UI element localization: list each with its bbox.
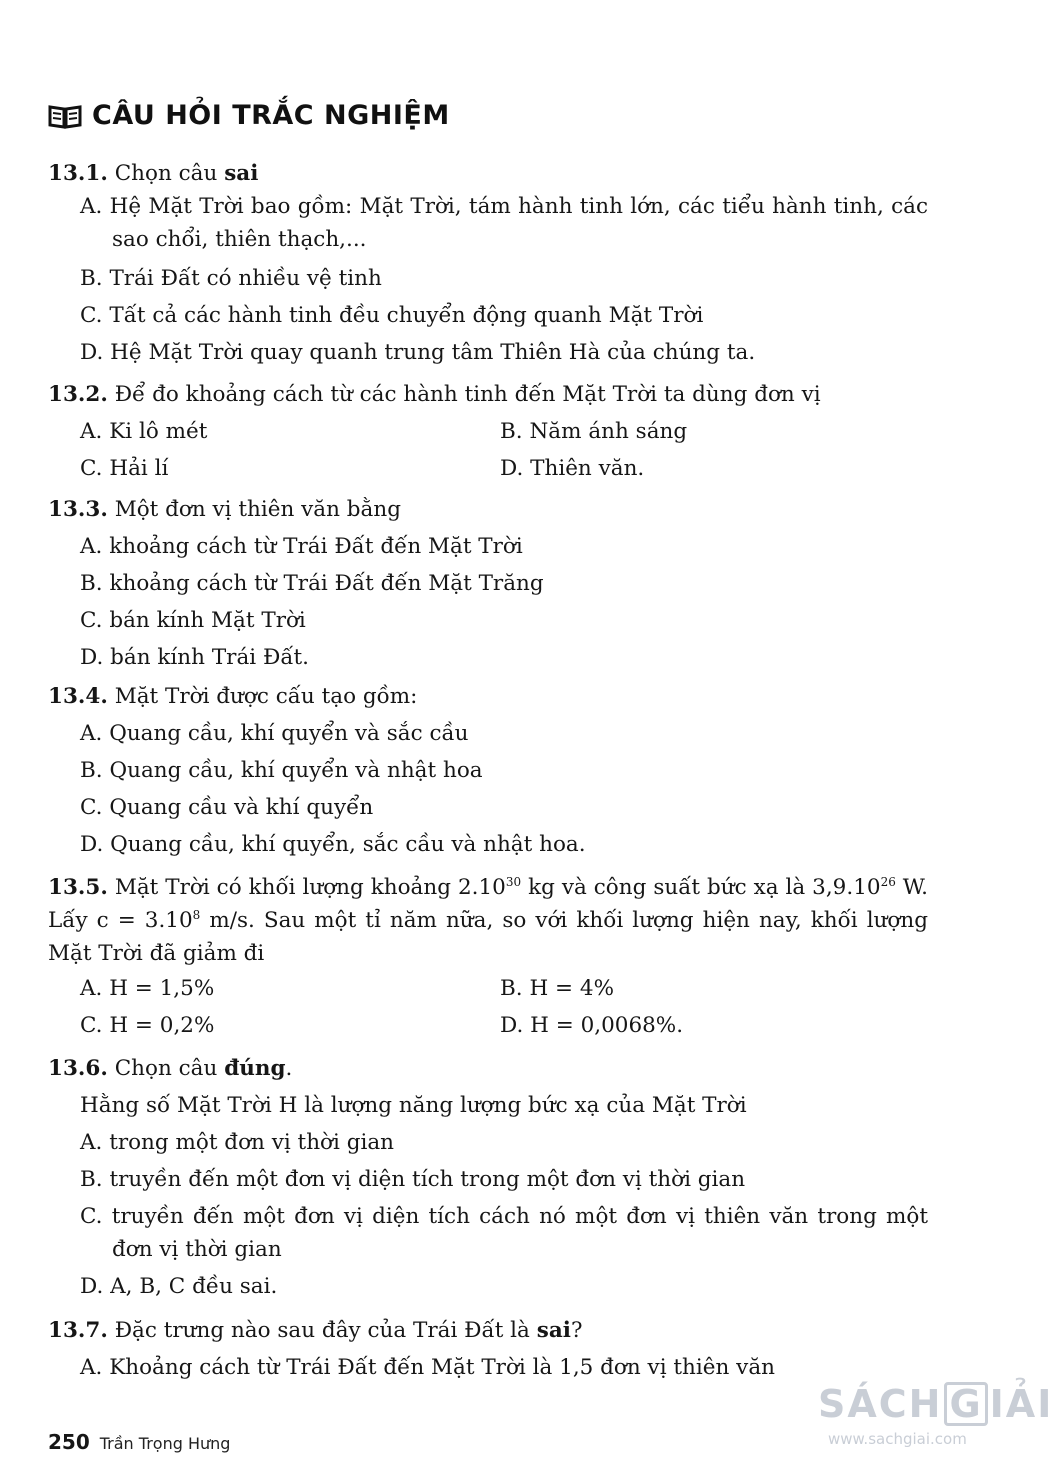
option-b: B. Trái Đất có nhiều vệ tinh [80,266,382,291]
option-a: A. Ki lô mét [80,419,208,444]
option-c: C. H = 0,2% [80,1013,215,1038]
section-title: CÂU HỎI TRẮC NGHIỆM [92,100,450,131]
option-b: B. truyền đến một đơn vị diện tích trong một đơn vị thời gian [80,1167,746,1192]
watermark-brand: SÁCH G IẢI [818,1382,1053,1426]
option-c: C. truyền đến một đơn vị diện tích cách nó một đơn vị thiên văn trong một đơn vị thời gian [80,1204,928,1262]
option-d: D. A, B, C đều sai. [80,1274,278,1299]
question-number: 13.1. [48,161,108,186]
option-d: D. H = 0,0068%. [500,1013,684,1038]
question-13-4: 13.4. Mặt Trời được cấu tạo gồm: A. Quang cầu, khí quyển và sắc cầu B. Quang cầu, khí quyển và nhật hoa C. Quang cầu và khí quyển D. Quang cầu, khí quyển, sắc cầu và nhật hoa. [48,680,928,861]
question-13-2: 13.2. Để đo khoảng cách từ các hành tinh đến Mặt Trời ta dùng đơn vị A. Ki lô mét B. Năm ánh sáng C. Hải lí D. Thiên văn. [48,378,928,485]
option-c: C. Tất cả các hành tinh đều chuyển động quanh Mặt Trời [80,303,704,328]
option-b: B. Năm ánh sáng [500,419,688,444]
question-13-7: 13.7. Đặc trưng nào sau đây của Trái Đất là sai? A. Khoảng cách từ Trái Đất đến Mặt Trời là 1,5 đơn vị thiên văn [48,1314,928,1384]
question-13-1: 13.1. Chọn câu sai A. Hệ Mặt Trời bao gồm: Mặt Trời, tám hành tinh lớn, các tiểu hành tinh, các sao chổi, thiên thạch,... B. Trái Đất có nhiều vệ tinh C. Tất cả các hành tinh đều chuyển động quanh Mặt Trời D. Hệ Mặt Trời quay quanh trung tâm Thiên Hà của chúng ta. [48,157,928,369]
option-d: D. Hệ Mặt Trời quay quanh trung tâm Thiên Hà của chúng ta. [80,340,756,365]
option-b: B. Quang cầu, khí quyển và nhật hoa [80,758,483,783]
question-number: 13.3. [48,497,108,522]
watermark [818,1382,1053,1448]
question-13-5 [48,871,928,1042]
option-b: B. H = 4% [500,976,615,1001]
question-number: 13.6. [48,1056,108,1081]
page-number: 250 [48,1430,90,1454]
option-a: A. Quang cầu, khí quyển và sắc cầu [80,721,469,746]
question-stem: 13.5. Mặt Trời có khối lượng khoảng 2.10$^{30}$ kg và công suất bức xạ là 3,9.10$^{26}$ W. Lấy $c = 3.10^8$ m/s. Sau một tỉ năm nữa, so với khối lượng hiện nay, khối lượng Mặt Trời đã giảm đi [48,874,928,966]
question-number: 13.5. [48,875,108,900]
option-a: A. Khoảng cách từ Trái Đất đến Mặt Trời là 1,5 đơn vị thiên văn [80,1355,775,1380]
option-d: D. Quang cầu, khí quyển, sắc cầu và nhật hoa. [80,832,586,857]
option-a: A. Hệ Mặt Trời bao gồm: Mặt Trời, tám hành tinh lớn, các tiểu hành tinh, các sao chổi, thiên thạch,... [80,194,928,252]
question-13-6: 13.6. Chọn câu đúng. Hằng số Mặt Trời H là lượng năng lượng bức xạ của Mặt Trời A. trong một đơn vị thời gian B. truyền đến một đơn vị diện tích trong một đơn vị thời gian C. truyền đến một đơn vị diện tích cách nó một đơn vị thiên văn trong một đơn vị thời gian D. A, B, C đều sai. [48,1052,928,1303]
option-a: A. H = 1,5% [80,976,215,1001]
author-name: Trần Trọng Hưng [99,1434,231,1453]
question-number: 13.7. [48,1318,108,1343]
option-d: D. Thiên văn. [500,456,645,481]
option-c: C. Hải lí [80,456,169,481]
option-c: C. Quang cầu và khí quyển [80,795,374,820]
question-stem: Hằng số Mặt Trời H là lượng năng lượng bức xạ của Mặt Trời [80,1093,747,1118]
book-icon [48,103,82,129]
option-a: A. khoảng cách từ Trái Đất đến Mặt Trời [80,534,523,559]
option-c: C. bán kính Mặt Trời [80,608,306,633]
question-number: 13.4. [48,684,108,709]
watermark-url: www.sachgiai.com [828,1430,967,1448]
option-a: A. trong một đơn vị thời gian [80,1130,394,1155]
question-number: 13.2. [48,382,108,407]
option-d: D. bán kính Trái Đất. [80,645,309,670]
page-footer [48,1430,230,1454]
option-b: B. khoảng cách từ Trái Đất đến Mặt Trăng [80,571,544,596]
section-heading [48,100,450,131]
question-13-3: 13.3. Một đơn vị thiên văn bằng A. khoảng cách từ Trái Đất đến Mặt Trời B. khoảng cách từ Trái Đất đến Mặt Trăng C. bán kính Mặt Trời D. bán kính Trái Đất. [48,493,928,674]
